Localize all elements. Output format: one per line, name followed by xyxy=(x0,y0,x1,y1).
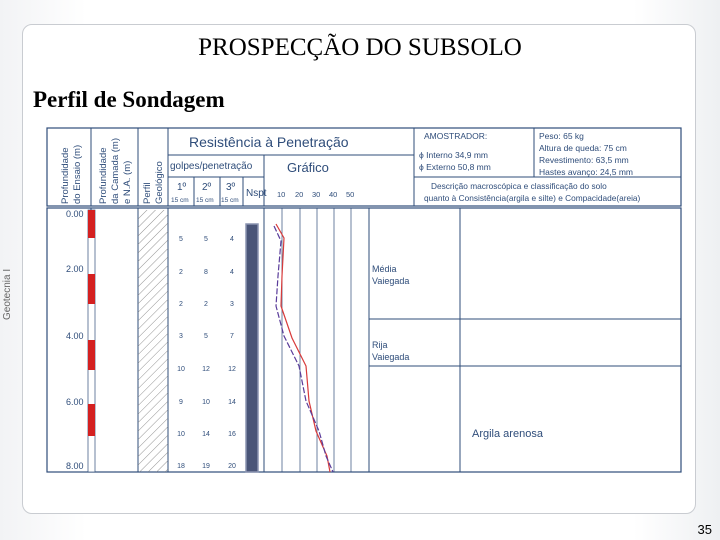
graph-header-label: Gráfico xyxy=(287,160,329,175)
graph-tick-label: 30 xyxy=(312,190,321,199)
layer-column-header-2: da Camada (m) xyxy=(110,138,121,204)
blow-count: 14 xyxy=(202,431,210,438)
penetration-1-header: 15 cm xyxy=(171,197,189,204)
hammer-drop-height: Altura de queda: 75 cm xyxy=(539,143,627,153)
depth-label: 0.00 xyxy=(66,209,84,219)
blow-3-header: 3º xyxy=(226,182,236,193)
depth-label: 6.00 xyxy=(66,397,84,407)
blow-count: 5 xyxy=(204,236,208,243)
sampler-title: AMOSTRADOR: xyxy=(424,131,488,141)
depth-label: 8.00 xyxy=(66,461,84,471)
blow-count: 14 xyxy=(228,399,236,406)
page-number: 35 xyxy=(697,522,712,537)
slide-title: PROSPECÇÃO DO SUBSOLO xyxy=(198,34,522,61)
resistance-title: Resistência à Penetração xyxy=(189,134,349,150)
blow-2-header: 2º xyxy=(202,182,212,193)
side-course-label: Geotecnia I xyxy=(2,268,13,320)
layer-3-description: Argila arenosa xyxy=(472,428,543,440)
blow-count: 2 xyxy=(179,269,183,276)
penetration-2-header: 15 cm xyxy=(196,197,214,204)
penetration-3-header: 15 cm xyxy=(221,197,239,204)
blow-count: 20 xyxy=(228,463,236,470)
blow-count: 10 xyxy=(177,431,185,438)
blow-count: 12 xyxy=(228,366,236,373)
blow-count: 4 xyxy=(230,269,234,276)
casing-bar xyxy=(246,224,258,472)
layer-column-header-1: Profundidade xyxy=(98,147,109,204)
blows-per-penetration-label: golpes/penetração xyxy=(170,161,253,172)
blow-count: 5 xyxy=(204,333,208,340)
profile-column-header-2: Geológico xyxy=(154,161,165,204)
blow-count: 5 xyxy=(179,236,183,243)
layer-2-color: Vaiegada xyxy=(372,352,410,362)
description-header-line-1: Descrição macroscópica e classificação do solo xyxy=(431,181,607,191)
blow-count: 8 xyxy=(204,269,208,276)
depth-column-header-1: Profundidade xyxy=(60,147,71,204)
borehole-log-figure xyxy=(44,126,684,474)
blow-count: 7 xyxy=(230,333,234,340)
blow-count: 10 xyxy=(177,366,185,373)
profile-column-header-1: Perfil xyxy=(142,182,153,204)
sampler-internal-diameter: ϕ Interno 34,9 mm xyxy=(419,150,489,160)
rods-advance: Hastes avanço: 24,5 mm xyxy=(539,167,634,177)
description-header-line-2: quanto à Consistência(argila e silte) e Compacidade(areia) xyxy=(424,193,641,203)
blow-count: 16 xyxy=(228,431,236,438)
graph-tick-label: 10 xyxy=(277,190,286,199)
layer-1-consistency: Média xyxy=(372,264,397,274)
blow-count: 2 xyxy=(204,301,208,308)
graph-tick-label: 20 xyxy=(295,190,304,199)
blow-count: 12 xyxy=(202,366,210,373)
blow-count: 18 xyxy=(177,463,185,470)
blow-count: 3 xyxy=(179,333,183,340)
geological-profile-hatch xyxy=(138,210,168,472)
depth-scale-bar xyxy=(88,210,95,472)
blow-count: 10 xyxy=(202,399,210,406)
hammer-weight: Peso: 65 kg xyxy=(539,131,584,141)
blow-count: 2 xyxy=(179,301,183,308)
casing-diameter: Revestimento: 63,5 mm xyxy=(539,155,629,165)
layer-1-color: Vaiegada xyxy=(372,276,410,286)
blow-count: 4 xyxy=(230,236,234,243)
blow-count: 9 xyxy=(179,399,183,406)
depth-column-header-2: do Ensaio (m) xyxy=(72,144,83,204)
depth-label: 2.00 xyxy=(66,264,84,274)
graph-tick-label: 50 xyxy=(346,190,355,199)
graph-tick-label: 40 xyxy=(329,190,338,199)
slide-subtitle: Perfil de Sondagem xyxy=(33,87,225,112)
blow-count: 19 xyxy=(202,463,210,470)
nspt-header: Nspt xyxy=(246,188,267,199)
layer-2-consistency: Rija xyxy=(372,340,388,350)
layer-column-header-3: e N.A. (m) xyxy=(122,160,133,204)
blow-1-header: 1º xyxy=(177,182,187,193)
blow-count: 3 xyxy=(230,301,234,308)
depth-label: 4.00 xyxy=(66,331,84,341)
sampler-external-diameter: ϕ Externo 50,8 mm xyxy=(419,162,491,172)
